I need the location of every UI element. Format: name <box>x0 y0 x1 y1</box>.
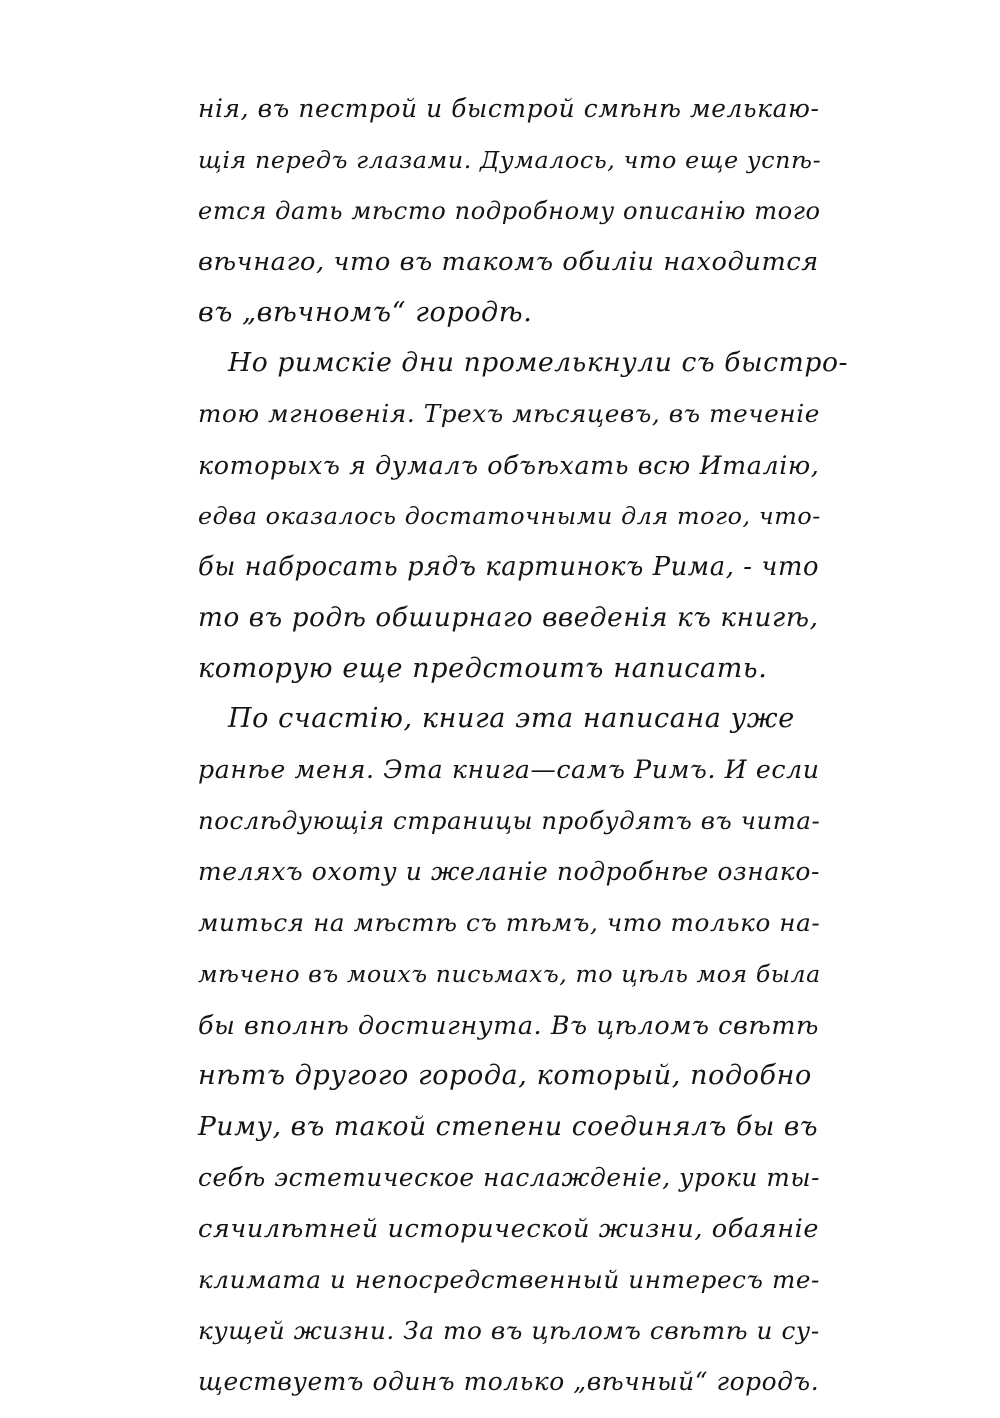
text-line-26: ществуетъ одинъ только „вѣчный“ городъ. <box>198 1367 820 1396</box>
text-line-11: то въ родѣ обширнаго введенія къ книгѣ, <box>198 603 819 633</box>
text-line-7: тою мгновенія. Трехъ мѣсяцевъ, въ теченіе <box>198 399 820 428</box>
text-line-15: послѣдующія страницы пробудятъ въ чита- <box>198 806 821 835</box>
text-line-5: въ „вѣчномъ“ городѣ. <box>198 297 533 328</box>
text-line-22: себѣ эстетическое наслажденіе, уроки ты- <box>198 1163 821 1192</box>
text-line-19: бы вполнѣ достигнута. Въ цѣломъ свѣтѣ <box>198 1010 820 1040</box>
text-line-17: миться на мѣстѣ съ тѣмъ, что только на- <box>198 908 821 937</box>
text-line-1: нія, въ пестрой и быстрой смѣнѣ мелькаю- <box>198 94 820 123</box>
text-line-18: мѣчено въ моихъ письмахъ, то цѣль моя была <box>198 960 821 988</box>
text-line-6: Но римскіе дни промелькнули съ быстро- <box>228 347 849 378</box>
text-line-9: едва оказалось достаточными для того, что- <box>198 502 821 530</box>
text-line-13: По счастію, книга эта написана уже <box>228 703 795 734</box>
text-line-24: климата и непосредственный интересъ те- <box>198 1265 820 1294</box>
text-line-14: ранѣе меня. Эта книга—самъ Римъ. И если <box>198 755 820 784</box>
text-line-2: щія передъ глазами. Думалось, что еще успѣ- <box>198 146 822 174</box>
text-line-20: нѣтъ другого города, который, подобно <box>198 1060 812 1091</box>
text-line-3: ется дать мѣсто подробному описанію того <box>198 197 821 225</box>
text-line-8: которыхъ я думалъ объѣхать всю Италію, <box>198 450 820 480</box>
text-line-12: которую еще предстоитъ написать. <box>198 653 768 684</box>
text-line-21: Риму, въ такой степени соединялъ бы въ <box>198 1111 819 1142</box>
text-line-25: кущей жизни. За то въ цѣломъ свѣтѣ и су- <box>198 1316 820 1345</box>
text-line-23: сячилѣтней исторической жизни, обаяніе <box>198 1214 820 1244</box>
text-line-4: вѣчнаго, что въ такомъ обиліи находится <box>198 247 819 277</box>
text-line-10: бы набросать рядъ картинокъ Рима, - что <box>198 552 820 582</box>
text-line-16: теляхъ охоту и желаніе подробнѣе ознако- <box>198 857 821 886</box>
